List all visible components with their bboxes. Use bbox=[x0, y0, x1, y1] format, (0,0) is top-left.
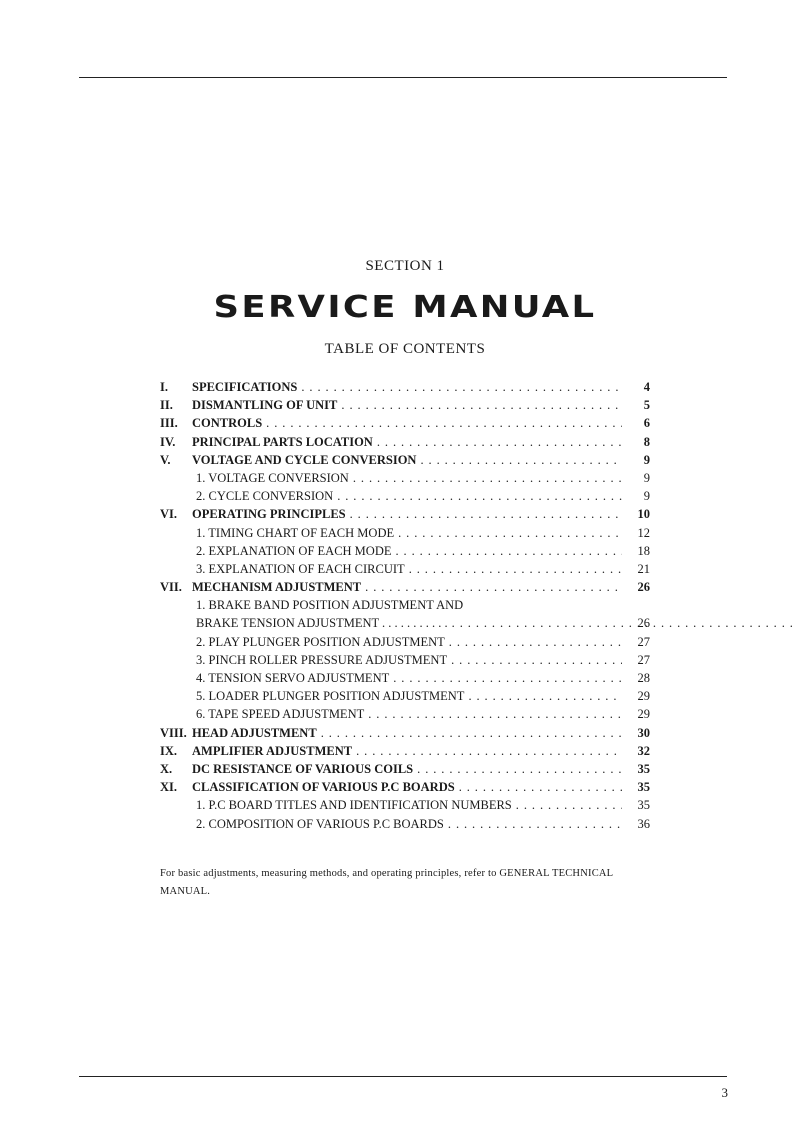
toc-entry-number: IX. bbox=[160, 743, 178, 758]
toc-heading: TABLE OF CONTENTS bbox=[324, 341, 486, 357]
toc-entry bbox=[160, 524, 650, 542]
toc-entry-page: 32 bbox=[637, 743, 650, 758]
toc-entry-number: VI. bbox=[160, 507, 178, 522]
toc-entry-page: 30 bbox=[637, 725, 650, 740]
toc-entry bbox=[160, 542, 650, 560]
toc-entry bbox=[160, 687, 650, 705]
toc-entry bbox=[160, 469, 650, 487]
toc-entry bbox=[160, 633, 650, 651]
toc-entry-title: 2. CYCLE CONVERSION . . . bbox=[196, 487, 622, 505]
toc-entry bbox=[160, 433, 650, 451]
toc-entry-title: VOLTAGE AND CYCLE CONVERSION . . . bbox=[192, 451, 622, 469]
toc-entry-title: PRINCIPAL PARTS LOCATION . . . bbox=[192, 433, 622, 451]
toc-entry-page: 35 bbox=[637, 780, 650, 795]
toc-entry-page: 5 bbox=[643, 398, 650, 413]
toc-entry-page: 29 bbox=[637, 689, 650, 704]
toc-entry-number: IV. bbox=[160, 434, 176, 449]
toc-entry-page: 35 bbox=[637, 798, 650, 813]
toc-entry bbox=[160, 505, 650, 523]
toc-entry-page: 8 bbox=[643, 434, 650, 449]
toc-entry-title: 4. TENSION SERVO ADJUSTMENT . . . bbox=[196, 669, 622, 687]
toc-entry-page: 28 bbox=[637, 671, 650, 685]
toc-entry-number: X. bbox=[160, 761, 173, 776]
toc-entry-title: DISMANTLING OF UNIT . . . bbox=[192, 396, 622, 414]
toc-entry-page: 9 bbox=[643, 489, 650, 504]
toc-entry bbox=[160, 396, 650, 414]
toc-entry-number: I. bbox=[160, 380, 168, 394]
toc-entry-title: 1. P.C BOARD TITLES AND IDENTIFICATION NUMBERS . . . bbox=[196, 796, 622, 814]
toc-entry bbox=[160, 378, 650, 396]
toc-entry bbox=[160, 742, 650, 760]
toc-entry-title: MECHANISM ADJUSTMENT . . . bbox=[192, 578, 622, 596]
toc-entry-title: 5. LOADER PLUNGER POSITION ADJUSTMENT . . . bbox=[196, 687, 622, 705]
toc-entry-page: 12 bbox=[637, 525, 650, 540]
toc-entry-page: 10 bbox=[637, 507, 650, 522]
toc-entry bbox=[160, 560, 650, 578]
top-rule bbox=[79, 77, 727, 78]
toc-entry-page: 21 bbox=[637, 561, 650, 576]
reference-note: For basic adjustments, measuring methods, and operating principles, refer to GENERAL TECHNICAL MANUAL. bbox=[160, 868, 613, 897]
toc-entry-page: 6 bbox=[643, 416, 650, 431]
toc-entry-title: BRAKE TENSION ADJUSTMENT . . . . . . . . . . . . . . bbox=[196, 614, 622, 632]
toc-entry-page: 27 bbox=[637, 634, 650, 649]
toc-entry-page: 4 bbox=[643, 380, 650, 394]
section-label: SECTION 1 bbox=[365, 258, 445, 274]
bottom-rule bbox=[79, 1076, 727, 1077]
toc-entry-page: 9 bbox=[643, 452, 650, 467]
toc-entry-title: 3. PINCH ROLLER PRESSURE ADJUSTMENT . . . bbox=[196, 651, 622, 669]
toc-entry-title: 1. TIMING CHART OF EACH MODE . . . bbox=[196, 524, 622, 542]
toc-entry-number: XI. bbox=[160, 780, 178, 795]
toc-entry bbox=[160, 669, 650, 687]
toc-entry-page: 26 bbox=[637, 616, 650, 631]
toc-entry bbox=[160, 596, 650, 614]
toc-entry-title: 2. EXPLANATION OF EACH MODE . . . bbox=[196, 542, 622, 560]
toc-entry bbox=[160, 778, 650, 796]
toc-entry-title: 3. EXPLANATION OF EACH CIRCUIT . . . bbox=[196, 560, 622, 578]
toc-entry-title: DC RESISTANCE OF VARIOUS COILS . . . bbox=[192, 760, 622, 778]
toc-entry-page: 9 bbox=[643, 470, 650, 485]
toc-entry-title: 6. TAPE SPEED ADJUSTMENT . . . bbox=[196, 705, 622, 723]
toc-entry-title: OPERATING PRINCIPLES . . . bbox=[192, 505, 622, 523]
toc-entry bbox=[160, 451, 650, 469]
toc-entry-page: 18 bbox=[637, 543, 650, 558]
toc-entry-title: SPECIFICATIONS . . . bbox=[192, 378, 622, 396]
toc-entry bbox=[160, 705, 650, 723]
toc-entry bbox=[160, 815, 650, 833]
toc-entry-page: 35 bbox=[637, 761, 650, 776]
toc-entry bbox=[160, 760, 650, 778]
toc-entry-page: 29 bbox=[637, 707, 650, 722]
toc-entry-title: 1. BRAKE BAND POSITION ADJUSTMENT AND bbox=[196, 598, 464, 613]
toc-entry-title: CONTROLS . . . bbox=[192, 414, 622, 432]
toc-entry bbox=[160, 487, 650, 505]
toc-entry-number: VIII. bbox=[160, 725, 187, 740]
toc-entry bbox=[160, 651, 650, 669]
toc-entry-title: AMPLIFIER ADJUSTMENT . . . bbox=[192, 742, 622, 760]
toc-entry-number: V. bbox=[160, 452, 171, 467]
toc-entry-page: 27 bbox=[637, 652, 650, 667]
toc-entry-number: VII. bbox=[160, 580, 182, 595]
toc-entry-title: CLASSIFICATION OF VARIOUS P.C BOARDS . . . bbox=[192, 778, 622, 796]
toc-entry-title: HEAD ADJUSTMENT . . . bbox=[192, 724, 622, 742]
page-number: 3 bbox=[721, 1085, 728, 1100]
toc-entry bbox=[160, 414, 650, 432]
toc-entry-page: 36 bbox=[637, 816, 650, 831]
toc-entry-title: 2. COMPOSITION OF VARIOUS P.C BOARDS . . . bbox=[196, 815, 622, 833]
toc-entry-page: 26 bbox=[637, 580, 650, 595]
toc-entry bbox=[160, 614, 650, 632]
toc-entry bbox=[160, 796, 650, 814]
toc-entry bbox=[160, 578, 650, 596]
toc-entry-number: II. bbox=[160, 398, 173, 413]
toc-entry-number: III. bbox=[160, 416, 178, 431]
toc-entry-title: 1. VOLTAGE CONVERSION . . . bbox=[196, 469, 622, 487]
page-title: SERVICE MANUAL bbox=[213, 290, 597, 325]
toc-entry-title: 2. PLAY PLUNGER POSITION ADJUSTMENT . . . bbox=[196, 633, 622, 651]
table-of-contents bbox=[160, 378, 650, 833]
toc-entry bbox=[160, 724, 650, 742]
